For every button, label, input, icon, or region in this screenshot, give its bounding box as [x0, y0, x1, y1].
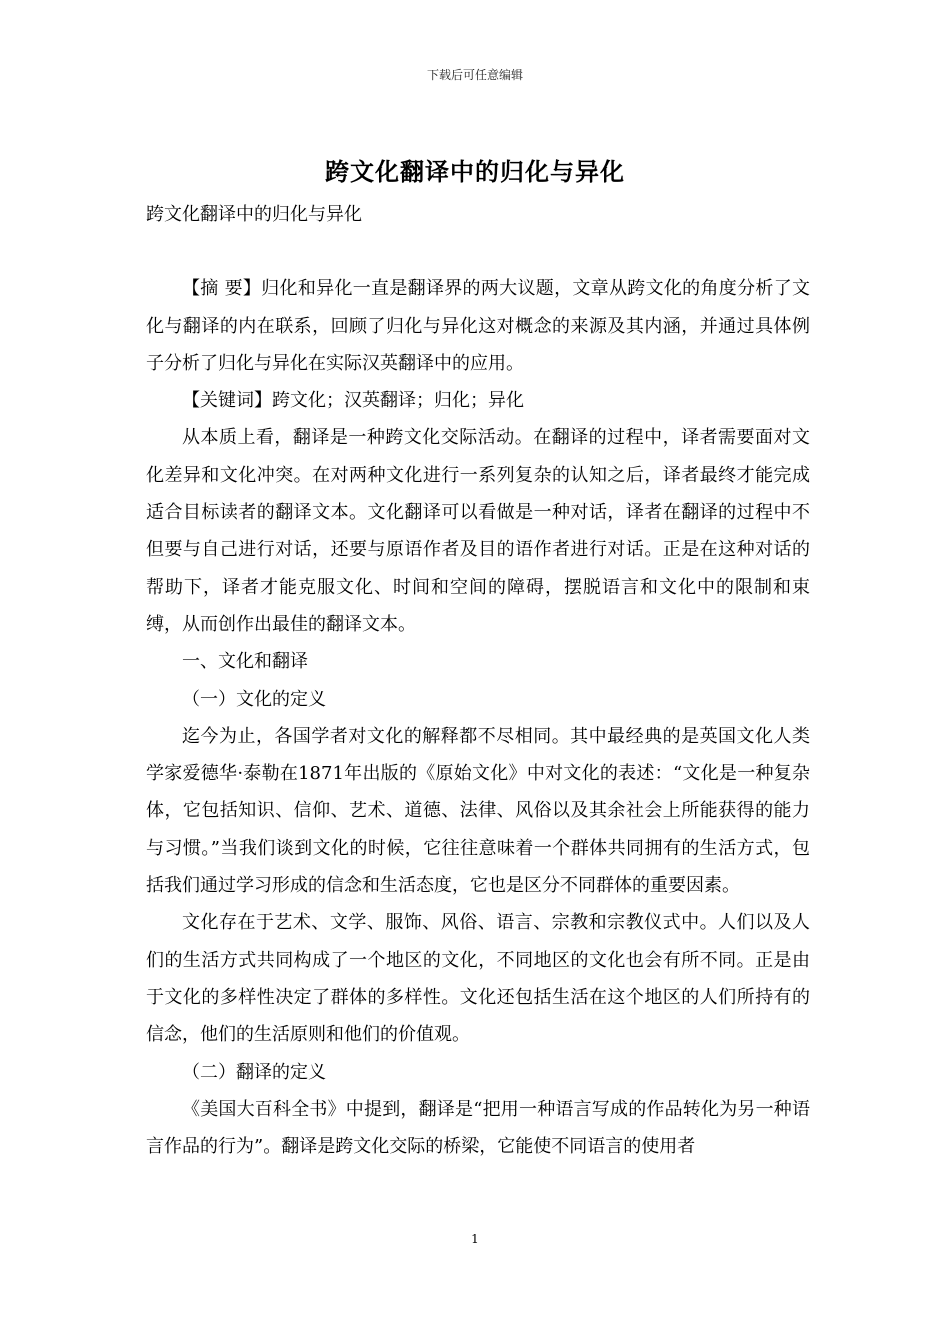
culture-diversity-paragraph: 文化存在于艺术、文学、服饰、风俗、语言、宗教和宗教仪式中。人们以及人们的生活方式共同构成了一个地区的文化，不同地区的文化也会有所不同。正是由于文化的多样性决定了群体的多样性。文化还包括生活在这个地区的人们所持有的信念，他们的生活原则和他们的价值观。 — [146, 912, 810, 1046]
page-number: 1 — [471, 1232, 479, 1246]
header-note: 下载后可任意编辑 — [426, 68, 523, 82]
translation-definition-paragraph: 《美国大百科全书》中提到，翻译是“把用一种语言写成的作品转化为另一种语言作品的行为”。翻译是跨文化交际的桥梁，它能使不同语言的使用者 — [146, 1098, 810, 1158]
intro-paragraph: 从本质上看，翻译是一种跨文化交际活动。在翻译的过程中，译者需要面对文化差异和文化冲突。在对两种文化进行一系列复杂的认知之后，译者最终才能完成适合目标读者的翻译文本。文化翻译可以看做是一种对话，译者在翻译的过程中不但要与自己进行对话，还要与原语作者及目的语作者进行对话。正是在这种对话的帮助下，译者才能克服文化、时间和空间的障碍，摆脱语言和文化中的限制和束缚，从而创作出最佳的翻译文本。 — [146, 427, 810, 635]
section-heading-1: 一、文化和翻译 — [182, 651, 308, 673]
subsection-heading-1: （一）文化的定义 — [182, 688, 326, 710]
subsection-heading-2: （二）翻译的定义 — [182, 1061, 326, 1083]
culture-definition-paragraph: 迄今为止，各国学者对文化的解释都不尽相同。其中最经典的是英国文化人类学家爱德华·泰勒在1871年出版的《原始文化》中对文化的表述：“文化是一种复杂体，它包括知识、信仰、艺术、道德、法律、风俗以及其余社会上所能获得的能力与习惯。”当我们谈到文化的时候，它往往意味着一个群体共同拥有的生活方式，包括我们通过学习形成的信念和生活态度，它也是区分不同群体的重要因素。 — [146, 725, 810, 897]
document-body — [146, 196, 810, 1165]
abstract-paragraph: 【摘 要】归化和异化一直是翻译界的两大议题，文章从跨文化的角度分析了文化与翻译的内在联系，回顾了归化与异化这对概念的来源及其内涵，并通过具体例子分析了归化与异化在实际汉英翻译中的应用。 — [146, 278, 810, 374]
subtitle: 跨文化翻译中的归化与异化 — [146, 204, 362, 225]
document-title: 跨文化翻译中的归化与异化 — [325, 157, 625, 186]
keywords-paragraph: 【关键词】跨文化；汉英翻译；归化；异化 — [182, 390, 524, 412]
